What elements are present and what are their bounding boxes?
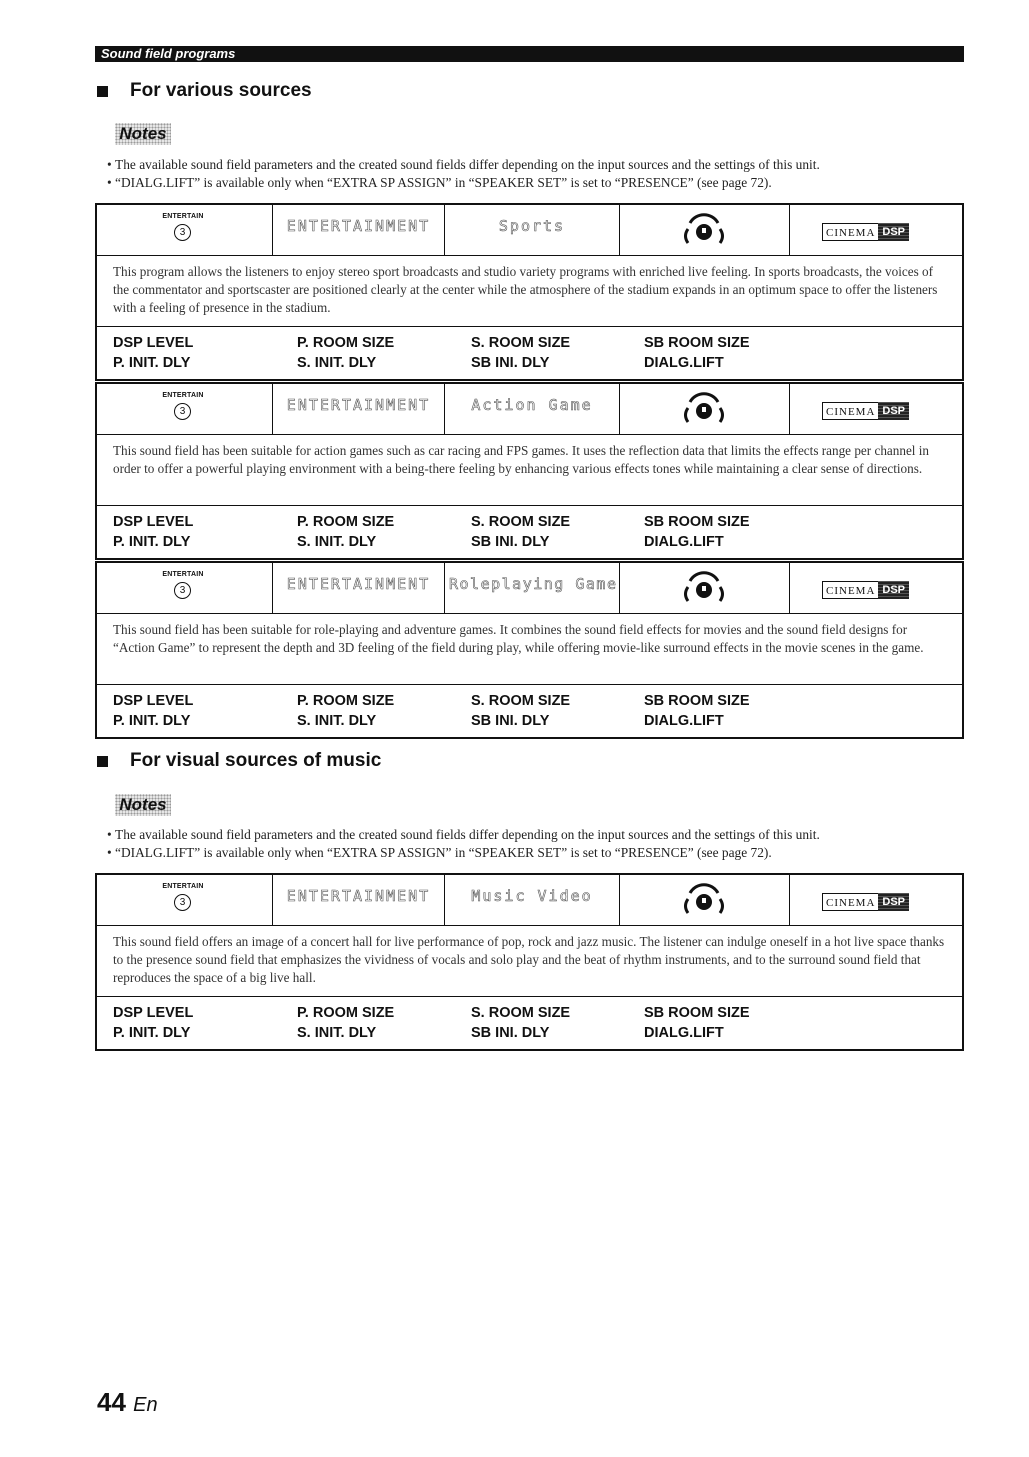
- program-name-display: Roleplaying Game: [449, 575, 618, 593]
- category-icon-number: 3: [174, 582, 191, 599]
- param-label: DSP LEVEL: [113, 693, 194, 709]
- program-box-sports: [95, 203, 964, 381]
- param-label: DIALG.LIFT: [644, 355, 724, 371]
- param-label: SB INI. DLY: [471, 1025, 550, 1041]
- page-header-bar: [95, 46, 964, 62]
- note-item: • The available sound field parameters and the created sound fields differ depending on the input sources and the settings of this unit.: [107, 156, 967, 174]
- category-display: ENTERTAINMENT: [286, 396, 431, 414]
- param-label: SB INI. DLY: [471, 534, 550, 550]
- cinema-label: CINEMA: [823, 893, 878, 911]
- param-label: P. INIT. DLY: [113, 1025, 191, 1041]
- program-name-display: Sports: [498, 217, 566, 235]
- entertain-3-icon: [153, 213, 213, 247]
- category-display-cell: [273, 875, 445, 925]
- category-icon-label: ENTERTAIN: [162, 571, 204, 578]
- bullet-square-icon: [97, 756, 108, 767]
- section-heading-text: For visual sources of music: [130, 750, 382, 771]
- param-label: S. ROOM SIZE: [471, 335, 571, 351]
- notes-list: [107, 156, 967, 192]
- param-label: P. ROOM SIZE: [297, 335, 395, 351]
- notes-badge: Notes: [115, 123, 171, 145]
- cinema-label: CINEMA: [823, 402, 878, 420]
- param-label: SB ROOM SIZE: [644, 514, 750, 530]
- category-icon-number: 3: [174, 403, 191, 420]
- program-header: [97, 875, 962, 926]
- program-description: This program allows the listeners to enjoy stereo sport broadcasts and studio variety programs with enriched live feeling. In sports broadcasts, the voices of the commentator and sportscaster are positioned clearly at the center while the atmosphere of the stadium expands in an optimum space to offer the listeners with a feeling of presence in the stadium.: [97, 256, 962, 327]
- surround-logo-icon: [680, 879, 728, 919]
- program-name-display: Music Video: [471, 887, 593, 905]
- program-description: This sound field offers an image of a concert hall for live performance of pop, rock and jazz music. The listener can indulge oneself in a hot live space thanks to the presence sound field that emphasizes the vividness of vocals and solo play and the beat of rhythm instruments, and to the surround sound field that reproduces the space of a big live hall.: [97, 926, 962, 997]
- params-row: [113, 711, 962, 731]
- param-label: P. INIT. DLY: [113, 355, 191, 371]
- program-name-display: Action Game: [471, 396, 593, 414]
- surround-logo-icon: [680, 567, 728, 607]
- notes-list: [107, 826, 967, 862]
- program-header: [97, 205, 962, 256]
- page-number: [97, 1387, 158, 1418]
- bullet-square-icon: [97, 86, 108, 97]
- category-icon-number: 3: [174, 894, 191, 911]
- params-row: [113, 691, 962, 711]
- param-label: DSP LEVEL: [113, 335, 194, 351]
- cinema-dsp-badge: [822, 223, 909, 241]
- surround-logo-cell: [620, 563, 790, 613]
- cinema-dsp-badge: [822, 402, 909, 420]
- category-icon-cell: [97, 875, 273, 925]
- param-label: SB INI. DLY: [471, 355, 550, 371]
- param-label: S. ROOM SIZE: [471, 693, 571, 709]
- note-item: • The available sound field parameters and the created sound fields differ depending on the input sources and the settings of this unit.: [107, 826, 967, 844]
- section-heading-various-sources: [97, 80, 312, 102]
- param-label: SB ROOM SIZE: [644, 693, 750, 709]
- notes-badge: Notes: [115, 794, 171, 816]
- program-description: This sound field has been suitable for action games such as car racing and FPS games. It uses the reflection data that limits the effects range per channel in order to offer a powerful playing environment with a being-there feeling by enhancing various effects tones while maintaining a clear sense of directions.: [97, 435, 962, 506]
- entertain-3-icon: [153, 883, 213, 917]
- param-label: SB ROOM SIZE: [644, 335, 750, 351]
- surround-logo-cell: [620, 875, 790, 925]
- cinema-label: CINEMA: [823, 581, 878, 599]
- dsp-label: DSP: [878, 223, 909, 241]
- param-label: S. INIT. DLY: [297, 355, 377, 371]
- params-row: [113, 353, 962, 373]
- category-icon-cell: [97, 563, 273, 613]
- surround-logo-cell: [620, 384, 790, 434]
- category-icon-number: 3: [174, 224, 191, 241]
- entertain-3-icon: [153, 571, 213, 605]
- program-description: This sound field has been suitable for role-playing and adventure games. It combines the sound field effects for movies and the sound field designs for “Action Game” to represent the depth and 3D feeling of the field during play, while offering movie-like surround effects in the movie scenes in the game.: [97, 614, 962, 685]
- page-number-value: 44: [97, 1387, 126, 1417]
- program-parameters: [97, 997, 962, 1049]
- param-label: P. ROOM SIZE: [297, 1005, 395, 1021]
- surround-logo-icon: [680, 388, 728, 428]
- program-parameters: [97, 506, 962, 558]
- program-box-music-video: [95, 873, 964, 1051]
- param-label: DIALG.LIFT: [644, 1025, 724, 1041]
- category-display-cell: [273, 205, 445, 255]
- param-label: S. INIT. DLY: [297, 713, 377, 729]
- program-name-cell: [445, 563, 620, 613]
- cinema-dsp-cell: [790, 875, 962, 925]
- cinema-dsp-cell: [790, 384, 962, 434]
- param-label: DSP LEVEL: [113, 514, 194, 530]
- entertain-3-icon: [153, 392, 213, 426]
- dsp-label: DSP: [878, 581, 909, 599]
- program-name-cell: [445, 205, 620, 255]
- program-header: [97, 384, 962, 435]
- category-icon-cell: [97, 205, 273, 255]
- category-display: ENTERTAINMENT: [286, 575, 431, 593]
- category-icon-cell: [97, 384, 273, 434]
- note-item: • “DIALG.LIFT” is available only when “EXTRA SP ASSIGN” in “SPEAKER SET” is set to “PRESENCE” (see page 72).: [107, 174, 967, 192]
- cinema-dsp-badge: [822, 581, 909, 599]
- category-display-cell: [273, 384, 445, 434]
- param-label: DIALG.LIFT: [644, 534, 724, 550]
- program-parameters: [97, 685, 962, 737]
- page-language: En: [133, 1394, 158, 1416]
- params-row: [113, 1023, 962, 1043]
- param-label: S. ROOM SIZE: [471, 514, 571, 530]
- params-row: [113, 512, 962, 532]
- category-display: ENTERTAINMENT: [286, 887, 431, 905]
- category-display-cell: [273, 563, 445, 613]
- params-row: [113, 333, 962, 353]
- note-item: • “DIALG.LIFT” is available only when “EXTRA SP ASSIGN” in “SPEAKER SET” is set to “PRESENCE” (see page 72).: [107, 844, 967, 862]
- program-name-cell: [445, 384, 620, 434]
- section-heading-visual-music: [97, 750, 381, 772]
- param-label: P. INIT. DLY: [113, 534, 191, 550]
- param-label: S. INIT. DLY: [297, 534, 377, 550]
- category-icon-label: ENTERTAIN: [162, 213, 204, 220]
- surround-logo-icon: [680, 209, 728, 249]
- param-label: P. ROOM SIZE: [297, 514, 395, 530]
- category-icon-label: ENTERTAIN: [162, 883, 204, 890]
- param-label: SB INI. DLY: [471, 713, 550, 729]
- program-box-roleplaying-game: [95, 561, 964, 739]
- program-name-cell: [445, 875, 620, 925]
- param-label: S. INIT. DLY: [297, 1025, 377, 1041]
- param-label: DIALG.LIFT: [644, 713, 724, 729]
- param-label: P. INIT. DLY: [113, 713, 191, 729]
- cinema-dsp-cell: [790, 205, 962, 255]
- cinema-dsp-cell: [790, 563, 962, 613]
- cinema-label: CINEMA: [823, 223, 878, 241]
- params-row: [113, 1003, 962, 1023]
- category-display: ENTERTAINMENT: [286, 217, 431, 235]
- params-row: [113, 532, 962, 552]
- param-label: S. ROOM SIZE: [471, 1005, 571, 1021]
- header-title: Sound field programs: [101, 46, 236, 61]
- surround-logo-cell: [620, 205, 790, 255]
- dsp-label: DSP: [878, 893, 909, 911]
- dsp-label: DSP: [878, 402, 909, 420]
- program-box-action-game: [95, 382, 964, 560]
- category-icon-label: ENTERTAIN: [162, 392, 204, 399]
- param-label: SB ROOM SIZE: [644, 1005, 750, 1021]
- cinema-dsp-badge: [822, 893, 909, 911]
- section-heading-text: For various sources: [130, 80, 312, 101]
- program-header: [97, 563, 962, 614]
- param-label: P. ROOM SIZE: [297, 693, 395, 709]
- param-label: DSP LEVEL: [113, 1005, 194, 1021]
- program-parameters: [97, 327, 962, 379]
